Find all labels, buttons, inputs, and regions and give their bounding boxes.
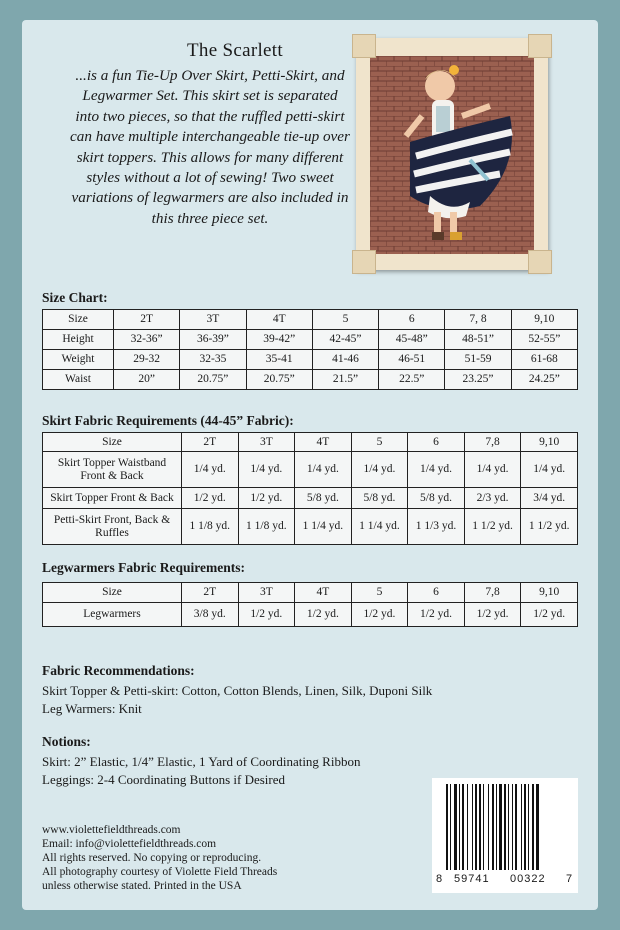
fabric-recommendations	[42, 662, 432, 718]
table-row	[43, 583, 578, 603]
table-cell: Skirt Topper Waistband Front & Back	[43, 452, 182, 488]
table-cell: Skirt Topper Front & Back	[43, 488, 182, 509]
notion-line: Leggings: 2-4 Coordinating Buttons if Desired	[42, 772, 286, 787]
legwarmers-fabric-table	[42, 582, 578, 627]
table-cell: 20”	[114, 370, 180, 390]
table-cell: 1 1/4 yd.	[295, 509, 352, 545]
photo-credit-line: All photography courtesy of Violette Field Threads	[42, 866, 278, 878]
table-cell: 1/2 yd.	[521, 603, 578, 627]
table-cell: 36-39”	[180, 330, 246, 350]
table-cell: 7, 8	[445, 310, 511, 330]
table-cell: 61-68	[511, 350, 577, 370]
notions-heading: Notions:	[42, 734, 91, 749]
barcode-bars	[432, 778, 578, 874]
table-cell: 35-41	[246, 350, 312, 370]
barcode-digit-group: 59741	[454, 873, 490, 885]
table-cell: 3/4 yd.	[521, 488, 578, 509]
rights-line: All rights reserved. No copying or reproducing.	[42, 852, 262, 864]
table-cell: 1/4 yd.	[521, 452, 578, 488]
barcode	[432, 778, 578, 893]
table-row	[43, 603, 578, 627]
table-cell: 4T	[246, 310, 312, 330]
frame-corner-br	[528, 250, 552, 274]
table-cell: 1/2 yd.	[295, 603, 352, 627]
table-cell: 1 1/2 yd.	[521, 509, 578, 545]
skirt-fabric-heading: Skirt Fabric Requirements (44-45” Fabric):	[42, 413, 294, 428]
table-row	[43, 350, 578, 370]
table-cell: 1/2 yd.	[408, 603, 465, 627]
printed-line: unless otherwise stated. Printed in the USA	[42, 880, 242, 892]
table-cell: 2/3 yd.	[464, 488, 521, 509]
website-link[interactable]: www.violettefieldthreads.com	[42, 824, 181, 836]
table-cell: 2T	[182, 433, 239, 452]
table-cell: 21.5”	[312, 370, 378, 390]
table-cell: Size	[43, 583, 182, 603]
table-cell: Legwarmers	[43, 603, 182, 627]
table-row	[43, 433, 578, 452]
table-cell: Waist	[43, 370, 114, 390]
table-cell: Petti-Skirt Front, Back & Ruffles	[43, 509, 182, 545]
notions	[42, 733, 360, 789]
table-cell: 22.5”	[379, 370, 445, 390]
table-cell: 3T	[238, 583, 295, 603]
table-cell: 9,10	[521, 583, 578, 603]
table-cell: 1 1/8 yd.	[182, 509, 239, 545]
table-cell: 5	[351, 583, 408, 603]
table-cell: 6	[408, 583, 465, 603]
legwarmers-fabric-heading: Legwarmers Fabric Requirements:	[42, 560, 245, 575]
table-cell: 48-51”	[445, 330, 511, 350]
table-cell: 5/8 yd.	[351, 488, 408, 509]
email-line: Email: info@violettefieldthreads.com	[42, 838, 217, 850]
table-cell: 1 1/8 yd.	[238, 509, 295, 545]
table-cell: 45-48”	[379, 330, 445, 350]
model-photo	[370, 56, 534, 254]
table-cell: 9,10	[521, 433, 578, 452]
pattern-back-cover	[22, 20, 598, 910]
table-cell: 5	[351, 433, 408, 452]
table-cell: 7,8	[464, 583, 521, 603]
table-row	[43, 488, 578, 509]
table-cell: 41-46	[312, 350, 378, 370]
table-cell: 1/2 yd.	[464, 603, 521, 627]
frame-corner-bl	[352, 250, 376, 274]
table-cell: 29-32	[114, 350, 180, 370]
table-cell: 51-59	[445, 350, 511, 370]
table-cell: 1 1/3 yd.	[408, 509, 465, 545]
barcode-digit-group: 7	[566, 873, 574, 885]
fabric-recommendations-heading: Fabric Recommendations:	[42, 663, 195, 678]
table-cell: 3T	[180, 310, 246, 330]
table-cell: Height	[43, 330, 114, 350]
table-cell: 1/2 yd.	[238, 603, 295, 627]
notion-line: Skirt: 2” Elastic, 1/4” Elastic, 1 Yard of Coordinating Ribbon	[42, 754, 361, 769]
table-cell: 1/4 yd.	[295, 452, 352, 488]
recommendation-line: Skirt Topper & Petti-skirt: Cotton, Cotton Blends, Linen, Silk, Duponi Silk	[42, 683, 433, 698]
table-cell: Weight	[43, 350, 114, 370]
pattern-title: The Scarlett	[187, 40, 283, 61]
table-cell: 1/4 yd.	[464, 452, 521, 488]
table-cell: 5/8 yd.	[295, 488, 352, 509]
table-cell: 32-36”	[114, 330, 180, 350]
size-chart-heading: Size Chart:	[42, 290, 108, 305]
table-cell: 24.25”	[511, 370, 577, 390]
table-cell: 20.75”	[180, 370, 246, 390]
barcode-digit-group: 00322	[510, 873, 546, 885]
table-row	[43, 370, 578, 390]
pattern-description: ...is a fun Tie-Up Over Skirt, Petti-Skirt, and Legwarmer Set. This skirt set is separated into two pieces, so that the ruffled petti-skirt can have multiple interchangeable tie-up over skirt toppers. This allows for many different styles without a lot of sewing! Two sweet variations of legwarmers are also included in this three piece set.	[70, 67, 350, 227]
frame-corner-tl	[352, 34, 376, 58]
table-cell: 1/4 yd.	[351, 452, 408, 488]
table-cell: 1/2 yd.	[238, 488, 295, 509]
table-cell: 39-42”	[246, 330, 312, 350]
table-row	[43, 330, 578, 350]
table-cell: 9,10	[511, 310, 577, 330]
table-cell: 1/4 yd.	[238, 452, 295, 488]
table-cell: 7,8	[464, 433, 521, 452]
table-cell: Size	[43, 433, 182, 452]
table-cell: 5	[312, 310, 378, 330]
table-cell: 1 1/2 yd.	[464, 509, 521, 545]
table-cell: 1/2 yd.	[182, 488, 239, 509]
table-cell: 1 1/4 yd.	[351, 509, 408, 545]
table-cell: 4T	[295, 433, 352, 452]
table-cell: 46-51	[379, 350, 445, 370]
table-cell: 42-45”	[312, 330, 378, 350]
table-cell: 52-55”	[511, 330, 577, 350]
table-cell: 4T	[295, 583, 352, 603]
footer-info	[42, 823, 277, 893]
table-cell: 1/4 yd.	[182, 452, 239, 488]
frame-corner-tr	[528, 34, 552, 58]
table-cell: 3T	[238, 433, 295, 452]
table-cell: Size	[43, 310, 114, 330]
barcode-digit-group: 8	[436, 873, 444, 885]
table-cell: 5/8 yd.	[408, 488, 465, 509]
table-cell: 23.25”	[445, 370, 511, 390]
table-row	[43, 509, 578, 545]
table-cell: 20.75”	[246, 370, 312, 390]
recommendation-line: Leg Warmers: Knit	[42, 701, 142, 716]
photo-frame	[356, 38, 548, 270]
table-cell: 1/4 yd.	[408, 452, 465, 488]
table-cell: 6	[379, 310, 445, 330]
table-cell: 2T	[182, 583, 239, 603]
table-cell: 32-35	[180, 350, 246, 370]
table-cell: 3/8 yd.	[182, 603, 239, 627]
skirt-fabric-table	[42, 432, 578, 545]
table-cell: 2T	[114, 310, 180, 330]
table-cell: 1/2 yd.	[351, 603, 408, 627]
size-chart-table	[42, 309, 578, 390]
table-cell: 6	[408, 433, 465, 452]
table-row	[43, 452, 578, 488]
table-row	[43, 310, 578, 330]
